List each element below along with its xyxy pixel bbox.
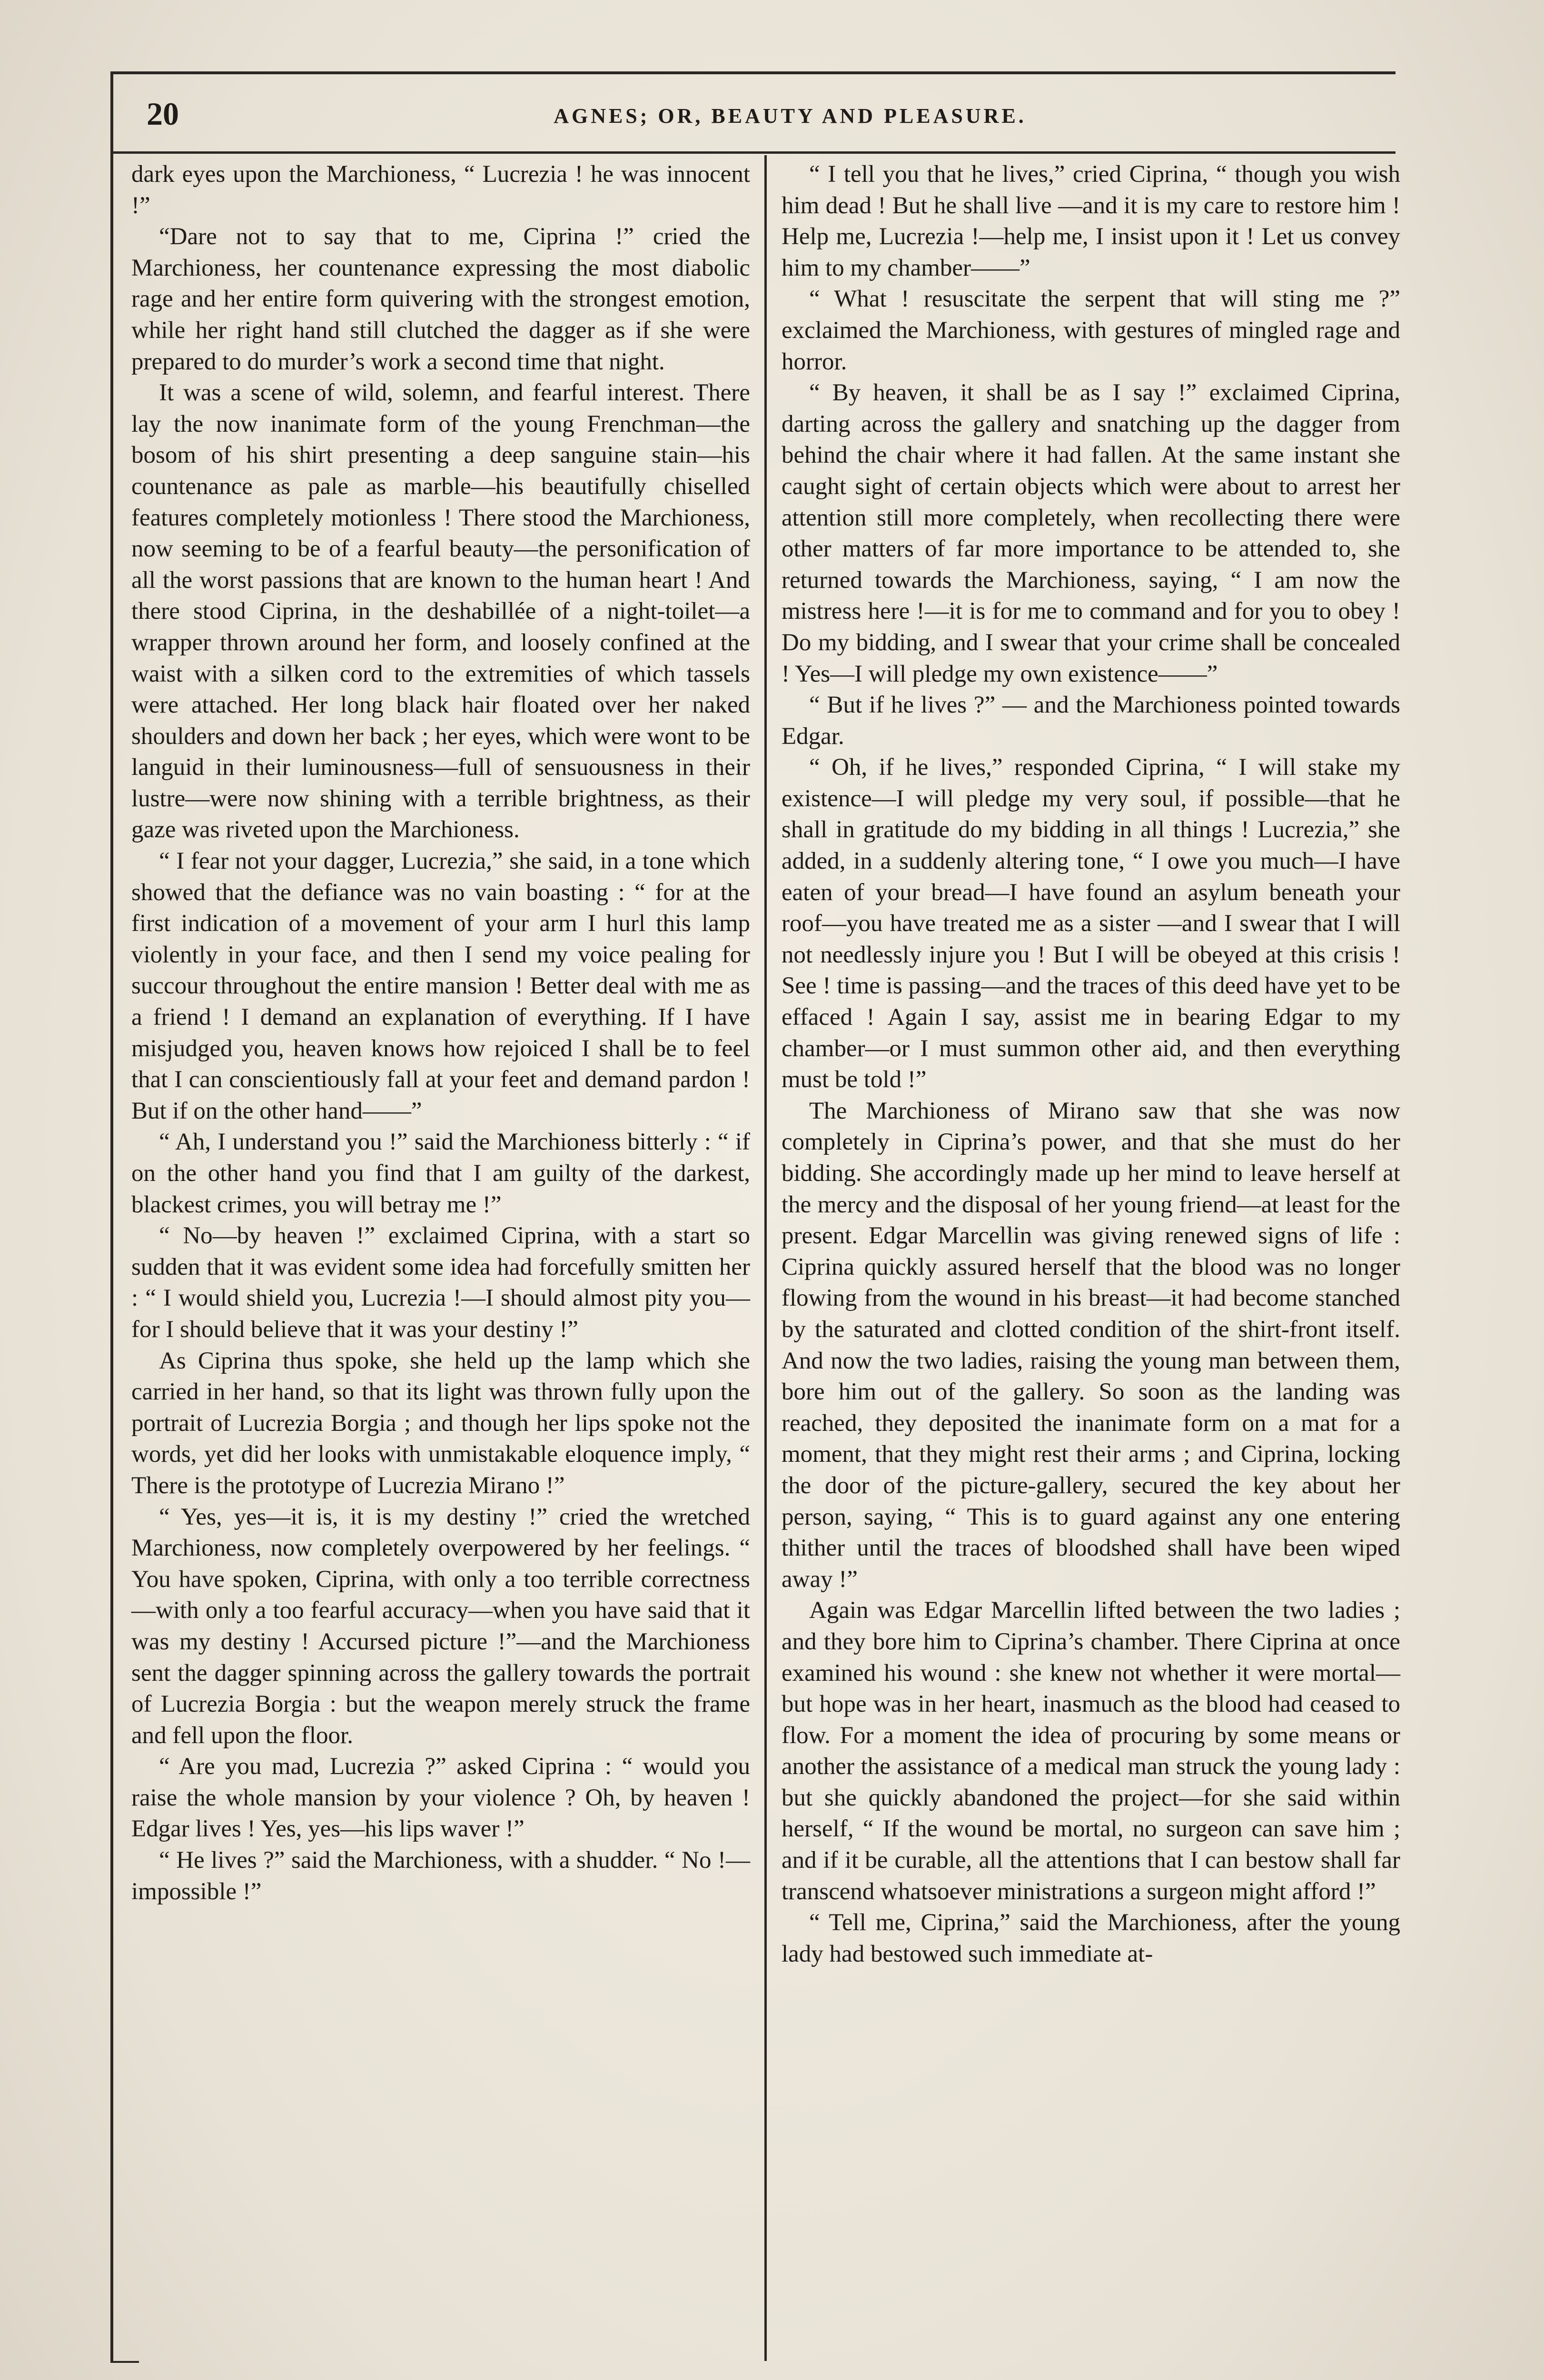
paragraph: “Dare not to say that to me, Ciprina !” cried the Marchioness, her countenance expressing the most diabolic rage and her entire form quivering with the strongest emotion, while her right hand still clutched the dagger as if she were prepared to do murder’s work a second time that night. (131, 223, 750, 375)
paragraph: “ I fear not your dagger, Lucrezia,” she said, in a tone which showed that the defiance was no vain boasting : “ for at the first indication of a movement of your arm I hurl this lamp violently in your face, and then I send my voice pealing for succour throughout the entire mansion ! Better deal with me as a friend ! I demand an explanation of everything. If I have misjudged you, heaven knows how rejoiced I shall be to feel that I can conscientiously fall at your feet and demand pardon ! But if on the other hand——” (131, 848, 750, 1124)
running-title: AGNES; OR, BEAUTY AND PLEASURE. (554, 104, 1027, 128)
right-column (782, 159, 1400, 1970)
column-divider (764, 155, 767, 2361)
page-number: 20 (147, 96, 179, 132)
top-rule (110, 71, 1396, 74)
paragraph: “ What ! resuscitate the serpent that will sting me ?” exclaimed the Marchioness, with gestures of mingled rage and horror. (782, 286, 1400, 375)
header-rule (110, 151, 1396, 154)
paragraph: It was a scene of wild, solemn, and fearful interest. There lay the now inanimate form of the young Frenchman—the bosom of his shirt presenting a deep sanguine stain—his countenance as pale as marble—his beautifully chiselled features completely motionless ! There stood the Marchioness, now seeming to be of a fearful beauty—the personification of all the worst passions that are known to the human heart ! And there stood Ciprina, in the deshabillée of a night-toilet—a wrapper thrown around her form, and loosely confined at the waist with a silken cord to the extremities of which tassels were attached. Her long black hair floated over her naked shoulders and down her back ; her eyes, which were wont to be languid in their luminousness—full of sensuousness in their lustre—were now shining with a terrible brightness, as their gaze was riveted upon the Marchioness. (131, 379, 750, 843)
paragraph: “ Are you mad, Lucrezia ?” asked Ciprina : “ would you raise the whole mansion by your violence ? Oh, by heaven ! Edgar lives ! Yes, yes—his lips waver !” (131, 1753, 750, 1843)
bottom-rule-stub (110, 2361, 139, 2363)
paragraph: “ He lives ?” said the Marchioness, with a shudder. “ No !—impossible !” (131, 1847, 750, 1905)
paragraph: “ No—by heaven !” exclaimed Ciprina, with a start so sudden that it was evident some idea had forcefully smitten her : “ I would shield you, Lucrezia !—I should almost pity you—for I should believe that it was your destiny !” (131, 1222, 750, 1343)
paragraph: As Ciprina thus spoke, she held up the lamp which she carried in her hand, so that its light was thrown fully upon the portrait of Lucrezia Borgia ; and though her lips spoke not the words, yet did her looks with unmistakable eloquence imply, “ There is the prototype of Lucrezia Mirano !” (131, 1347, 750, 1499)
paragraph: “ I tell you that he lives,” cried Ciprina, “ though you wish him dead ! But he shall live —and it is my care to restore him ! Help me, Lucrezia !—help me, I insist upon it ! Let us convey him to my chamber——” (782, 161, 1400, 281)
paragraph: “ By heaven, it shall be as I say !” exclaimed Ciprina, darting across the gallery and snatching up the dagger from behind the chair where it had fallen. At the same instant she caught sight of certain objects which were about to arrest her attention still more completely, when recollecting there were other matters of far more importance to be attended to, she returned towards the Marchioness, saying, “ I am now the mistress here !—it is for me to command and for you to obey ! Do my bidding, and I swear that your crime shall be concealed ! Yes—I will pledge my own existence——” (782, 379, 1400, 687)
paragraph: “ Ah, I understand you !” said the Marchioness bitterly : “ if on the other hand you find that I am guilty of the darkest, blackest crimes, you will betray me !” (131, 1129, 750, 1218)
left-column (131, 159, 750, 1907)
paragraph: “ Oh, if he lives,” responded Ciprina, “ I will stake my existence—I will pledge my very soul, if possible—that he shall in gratitude do my bidding in all things ! Lucrezia,” she added, in a suddenly altering tone, “ I owe you much—I have eaten of your bread—I have found an asylum beneath your roof—you have treated me as a sister —and I swear that I will not needlessly injure you ! But I will be obeyed at this crisis ! See ! time is passing—and the traces of this deed have yet to be effaced ! Again I say, assist me in bearing Edgar to my chamber—or I must summon other aid, and then everything must be told !” (782, 754, 1400, 1093)
paragraph: “ But if he lives ?” — and the Marchioness pointed towards Edgar. (782, 692, 1400, 750)
paragraph: “ Yes, yes—it is, it is my destiny !” cried the wretched Marchioness, now completely overpowered by her feelings. “ You have spoken, Ciprina, with only a too terrible correctness—with only a too fearful accuracy—when you have said that it was my destiny ! Accursed picture !”—and the Marchioness sent the dagger spinning across the gallery towards the portrait of Lucrezia Borgia : but the weapon merely struck the frame and fell upon the floor. (131, 1503, 750, 1749)
paragraph: Again was Edgar Marcellin lifted between the two ladies ; and they bore him to Ciprina’s chamber. There Ciprina at once examined his wound : she knew not whether it were mortal—but hope was in her heart, inasmuch as the blood had ceased to flow. For a moment the idea of procuring by some means or another the assistance of a medical man struck the young lady : but she quickly abandoned the project—for she said within herself, “ If the wound be mortal, no surgeon can save him ; and if it be curable, all the attentions that I can bestow shall far transcend whatsoever ministrations a surgeon might afford !” (782, 1597, 1400, 1905)
paragraph: The Marchioness of Mirano saw that she was now completely in Ciprina’s power, and that she must do her bidding. She accordingly made up her mind to leave herself at the mercy and the disposal of her young friend—at least for the present. Edgar Marcellin was giving renewed signs of life : Ciprina quickly assured herself that the blood was no longer flowing from the wound in his breast—it had become stanched by the saturated and clotted condition of the shirt-front itself. And now the two ladies, raising the young man between them, bore him out of the gallery. So soon as the landing was reached, they deposited the inanimate form on a mat for a moment, that they might rest their arms ; and Ciprina, locking the door of the picture-gallery, secured the key about her person, saying, “ This is to guard against any one entering thither until the traces of bloodshed shall have been wiped away !” (782, 1097, 1400, 1593)
paragraph: dark eyes upon the Marchioness, “ Lucrezia ! he was innocent !” (131, 161, 750, 219)
left-border-rule (110, 71, 113, 2361)
paragraph: “ Tell me, Ciprina,” said the Marchioness, after the young lady had bestowed such immediate at- (782, 1909, 1400, 1967)
